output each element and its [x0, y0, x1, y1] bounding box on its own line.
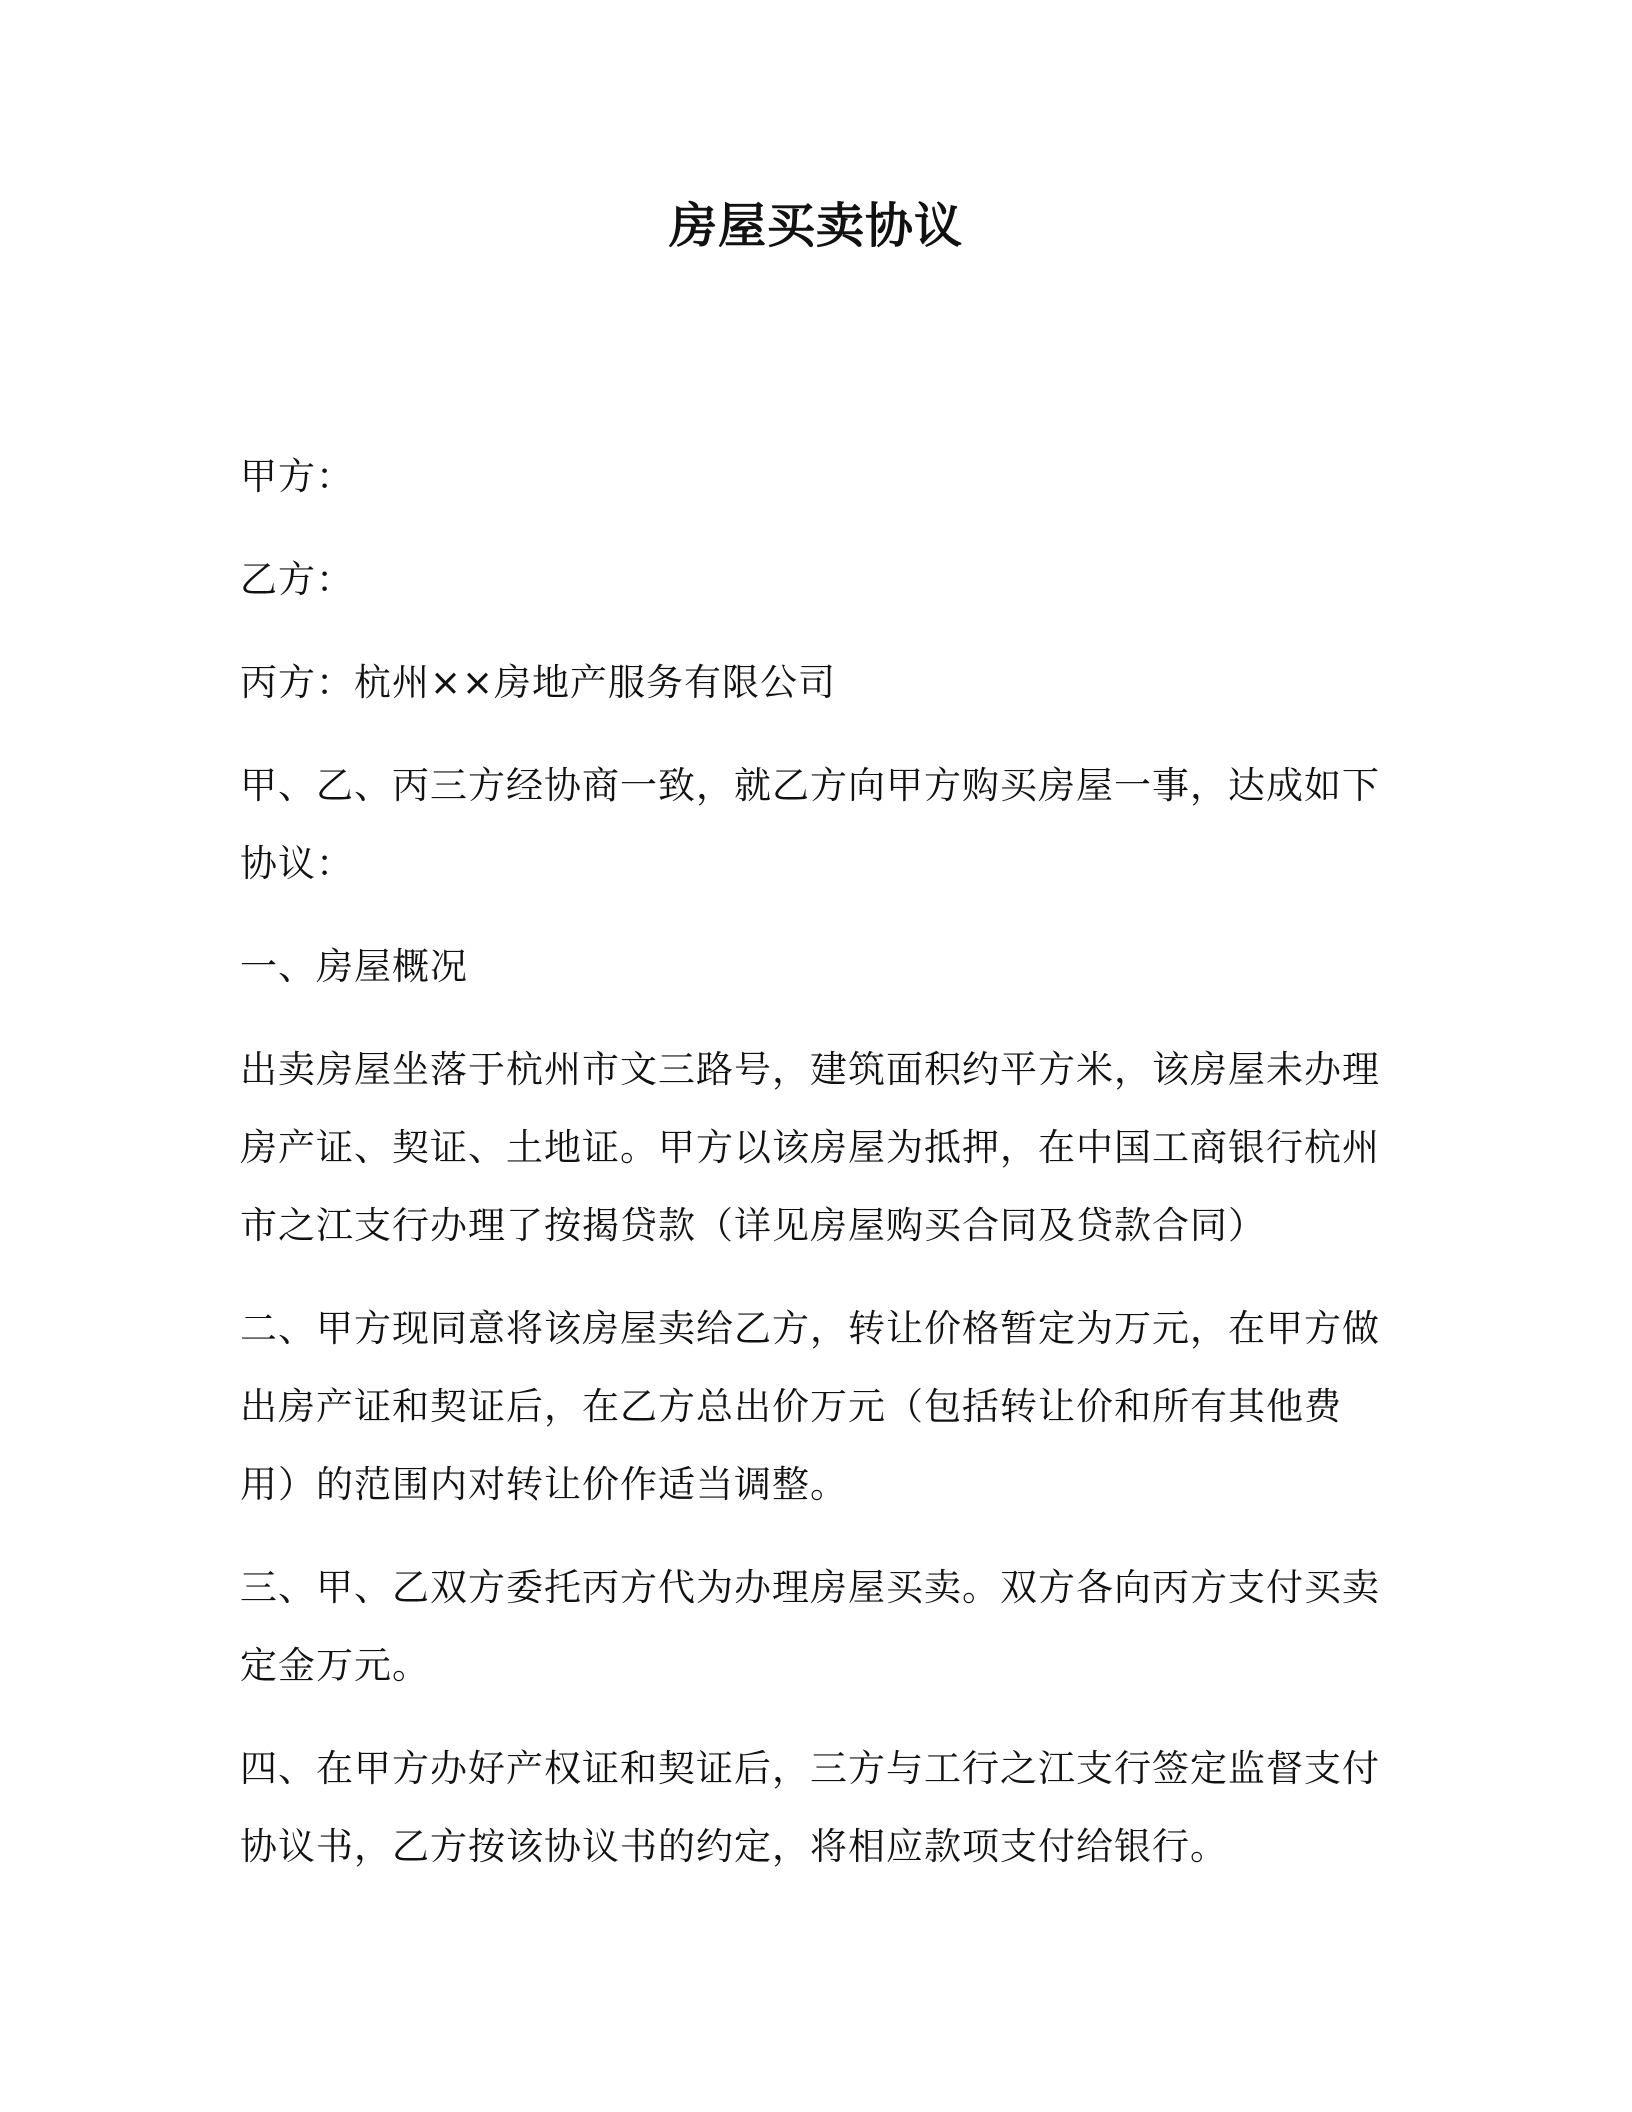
property-description-paragraph: 出卖房屋坐落于杭州市文三路号，建筑面积约平方米，该房屋未办理房产证、契证、土地证。甲方以该房屋为抵押，在中国工商银行杭州市之江支行办理了按揭贷款（详见房屋购买合同及贷款合同）	[240, 1048, 1380, 1247]
clause-four-paragraph: 四、在甲方办好产权证和契证后，三方与工行之江支行签定监督支付协议书，乙方按该协议书的约定，将相应款项支付给银行。	[240, 1747, 1380, 1868]
party-c-line: 丙方：杭州××房地产服务有限公司	[240, 661, 837, 704]
party-a-line: 甲方：	[240, 455, 354, 498]
clause-two-paragraph: 二、甲方现同意将该房屋卖给乙方，转让价格暂定为万元，在甲方做出房产证和契证后，在乙方总出价万元（包括转让价和所有其他费用）的范围内对转让价作适当调整。	[240, 1307, 1380, 1506]
intro-paragraph: 甲、乙、丙三方经协商一致，就乙方向甲方购买房屋一事，达成如下协议：	[240, 764, 1380, 885]
document-body	[240, 438, 1380, 1911]
document-title: 房屋买卖协议	[668, 198, 963, 254]
party-b-line: 乙方：	[240, 558, 354, 601]
clause-three-paragraph: 三、甲、乙双方委托丙方代为办理房屋买卖。双方各向丙方支付买卖定金万元。	[240, 1566, 1380, 1687]
section-heading-property-overview: 一、房屋概况	[240, 945, 468, 988]
